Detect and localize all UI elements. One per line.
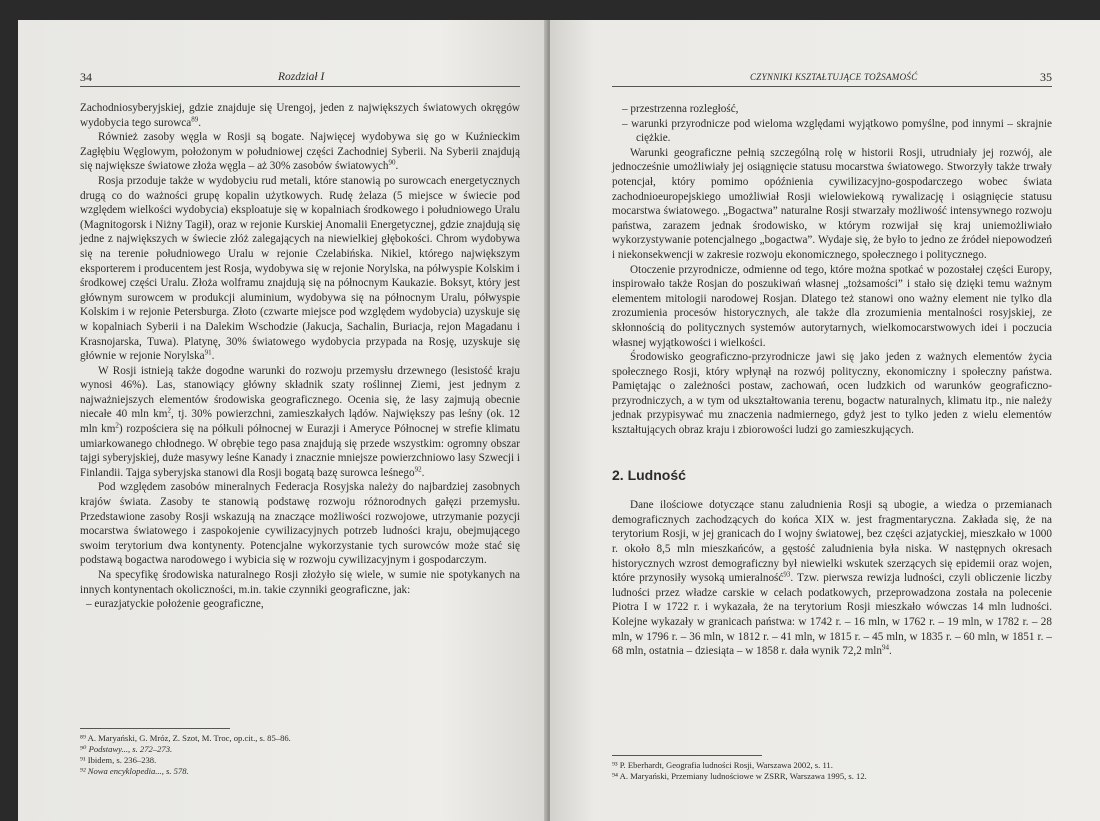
right-page [550,20,1100,821]
right-page-body [612,102,1052,659]
paragraph: W Rosji istnieją także dogodne warunki do rozwoju przemysłu drzewnego (lesistość kraju wynosi 46%). Las, stanowiący główny składnik szaty roślinnej Ziemi, jest jednym z najważniejszych elementów środowiska geograficznego. Ocenia się, że lasy zajmują obecnie niecałe 40 mln $km^2$, tj. 30% powierzchni, zamieszkałych lądów. Największy pas leśny (ok. 12 mln $km^2$) rozpościera się na półkuli północnej w Eurazji i Ameryce Północnej w strefie klimatu umiarkowanego chłodnego. W obrębie tego pasa znajdują się przede wszystkim: ogromny obszar tajgi syberyjskiej, duże masywy leśne Kanady i znacznie mniejsze powierzchniowo lasy Szwecji i Finlandii. Tajga syberyjska stanowi dla Rosji bogatą bazę surowca leśnego$^{92}$. [80,364,521,479]
footnote: ⁹⁴ A. Maryański, Przemiany ludnościowe w ZSRR, Warszawa 1995, s. 12. [612,771,867,781]
footnote: ⁹² Nowa encyklopedia..., s. 578. [80,766,189,776]
footnote: ⁹⁰ Podstawy..., s. 272–273. [80,744,173,754]
page-number: 35 [1040,70,1052,84]
paragraph: Otoczenie przyrodnicze, odmienne od tego, które można spotkać w pozostałej części Europy, inspirowało także Rosjan do poszukiwań własnej „tożsamości” i stało się dzięki temu ważnym elementem mitologii narodowej Rosjan. Dlatego też stanowi ono ważny element nie tylko dla zrozumienia procesów historycznych, ale także dla zrozumienia mentalności rosyjskiej, ze skłonnością do politycznych systemów autorytarnych, wielkomocarstwowych idei i poczucia własnej wyjątkowości i wielkości. [612,263,1052,349]
paragraph: Również zasoby węgla w Rosji są bogate. Najwięcej wydobywa się go w Kuźnieckim Zagłębiu Węglowym, położonym w południowej części Zachodniej Syberii. Na Syberii znajdują się największe światowe złoża węgla – aż 30% zasobów światowych$^{90}$. [80,131,520,173]
left-page-header [80,72,520,87]
paragraph: Środowisko geograficzno-przyrodnicze jawi się jako jeden z ważnych elementów życia społecznego Rosji, który wpłynął na rozwój polityczny, ekonomiczny i społeczny państwa. Pamiętając o zależności postaw, zachowań, ocen ludzkich od warunków geograficzno-przyrodniczych, a w tym od ukształtowania terenu, bogactw naturalnych, klimatu itp., nie należy jednak przypisywać mu znaczenia nadmiernego, gdyż jest to tylko jeden z wielu elementów kształtujących obraz kraju i zbiorowości ludzi go zamieszkujących. [612,351,1052,437]
paragraph: Zachodniosyberyjskiej, gdzie znajduje się Urengoj, jeden z największych światowych okręgów wydobycia tego surowca$^{89}$. [80,102,520,129]
footnote: ⁹¹ Ibidem, s. 236–238. [80,755,157,765]
paragraph: Dane ilościowe dotyczące stanu zaludnienia Rosji są ubogie, a wiedza o przemianach demograficznych zachodzących do końca XIX w. jest fragmentaryczna. Zakłada się, że na terytorium Rosji, w jej granicach do I wojny światowej, bez części azjatyckiej, mieszkało w 1000 r. około 8,5 mln mieszkańców, a gęstość zaludnienia była niska. W następnych okresach historycznych wzrost demograficzny był niewielki wskutek szerzących się epidemii oraz wojen, które przynosiły wysoką umieralność$^{93}$. Tzw. pierwsza rewizja ludności, czyli obliczenie liczby ludności przez władze carskie w celach podatkowych, przeprowadzona została na polecenie Piotra I w 1722 r. i wykazała, że na terytorium Rosji mieszkało wówczas 14 mln ludności. Kolejne wykazały w granicach państwa: w 1742 r. – 16 mln, w 1762 r. – 19 mln, w 1782 r. – 28 mln, w 1796 r. – 36 mln, w 1812 r. – 41 mln, w 1815 r. – 45 mln, w 1835 r. – 60 mln, w 1851 r. – 68 mln, ostatnia – dziesiąta – w 1858 r. dała wynik 72,2 mln$^{94}$. [612,499,1052,658]
page-number: 34 [80,70,92,84]
running-title: Rozdział I [278,71,325,83]
paragraph: Warunki geograficzne pełnią szczególną rolę w historii Rosji, utrudniały jej rozwój, ale jednocześnie umożliwiały jej osiągnięcie statusu mocarstwa światowego. Stworzyły także trwały potencjał, który pomimo opóźnienia cywilizacyjno-gospodarczego wobec świata zachodnioeuropejskiego umożliwiał Rosji wielowiekową rywalizację i osiągnięcie statusu mocarstwa światowego. „Bogactwa” naturalne Rosji stwarzały możliwość intensywnego rozwoju państwa, zarazem jednak środowisko, w którym rozwijał się kraj uniemożliwiało wykorzystywanie potencjalnego „bogactwa”. Wydaje się, że było to jedno ze źródeł niepowodzeń i niekonsekwencji w zakresie rozwoju ekonomicznego, społecznego i politycznego. [612,146,1052,261]
section-title: 2. Ludność [612,466,686,483]
list-item: – przestrzenna rozległość, [622,103,739,115]
list-item: – eurazjatyckie położenie geograficzne, [86,598,264,611]
footnotes [612,755,1052,782]
list-item: – warunki przyrodnicze pod wieloma względami wyjątkowo pomyślne, pod innymi – skrajnie ciężkie. [622,117,1052,145]
running-title: CZYNNIKI KSZTAŁTUJĄCE TOŻSAMOŚĆ [750,72,918,82]
paragraph: Na specyfikę środowiska naturalnego Rosji złożyło się wiele, w sumie nie spotykanych na innych kontynentach okoliczności, m.in. takie czynniki geograficzne, jak: [80,569,520,596]
footnote-rule [612,755,762,756]
footnote-rule [80,728,230,729]
footnote: ⁸⁹ A. Maryański, G. Mróz, Z. Szot, M. Troc, op.cit., s. 85–86. [80,733,291,743]
left-page [18,20,546,821]
book-spread [18,20,1100,821]
footnotes [80,728,520,777]
footnote: ⁹³ P. Eberhardt, Geografia ludności Rosji, Warszawa 2002, s. 11. [612,760,833,770]
right-page-header [612,72,1052,87]
paragraph: Pod względem zasobów mineralnych Federacja Rosyjska należy do najbardziej zasobnych krajów świata. Zasoby te stanowią podstawę rozwoju różnorodnych gałęzi przemysłu. Przedstawione zasoby Rosji wskazują na znaczące możliwości rozwojowe, utrzymanie pozycji mocarstwa światowego i zaspokojenie cywilizacyjnych potrzeb ludności kraju, obejmującego swoim terytorium dwa kontynenty. Potencjalne wykorzystanie tych surowców może stać się podstawą bogactwa narodowego i wybicia się w rozwoju cywilizacyjnym i gospodarczym. [80,481,520,567]
left-page-body [80,101,520,612]
paragraph: Rosja przoduje także w wydobyciu rud metali, które stanowią po surowcach energetycznych drugą co do ważności grupę kopalin użytkowych. Rudę żelaza (5 miejsce w świecie pod względem wielkości wydobycia) eksploatuje się w kopalniach środkowego i południowego Uralu (Magnitogorsk i Niżny Tagił), oraz w rejonie Kurskiej Anomalii Energetycznej, gdzie znajdują się jedne z największych w świecie złóż zalegających na niewielkiej głębokości. Chrom wydobywa się na terenie południowego Uralu w rejonie Czelabińska. Nikiel, którego największym eksporterem i producentem jest Rosja, wydobywa się w rejonie Norylska, na półwyspie Kolskim i środkowej części Uralu. Złoża wolframu znajdują się na północnym Kaukazie. Boksyt, który jest głównym surowcem w produkcji aluminium, wydobywa się na północnym Uralu, półwyspie Kolskim i w rejonie Petersburga. Złoto (czwarte miejsce pod względem wydobycia) uzyskuje się w kopalniach Syberii i na Dalekim Wschodzie (Jakucja, Sachalin, Buriacja, rejon Magadanu i Krasnojarska, Tuwa). Platynę, 30% światowego wydobycia przypada na Rosję, uzyskuje się głównie w rejonie Norylska$^{91}$. [80,174,520,363]
